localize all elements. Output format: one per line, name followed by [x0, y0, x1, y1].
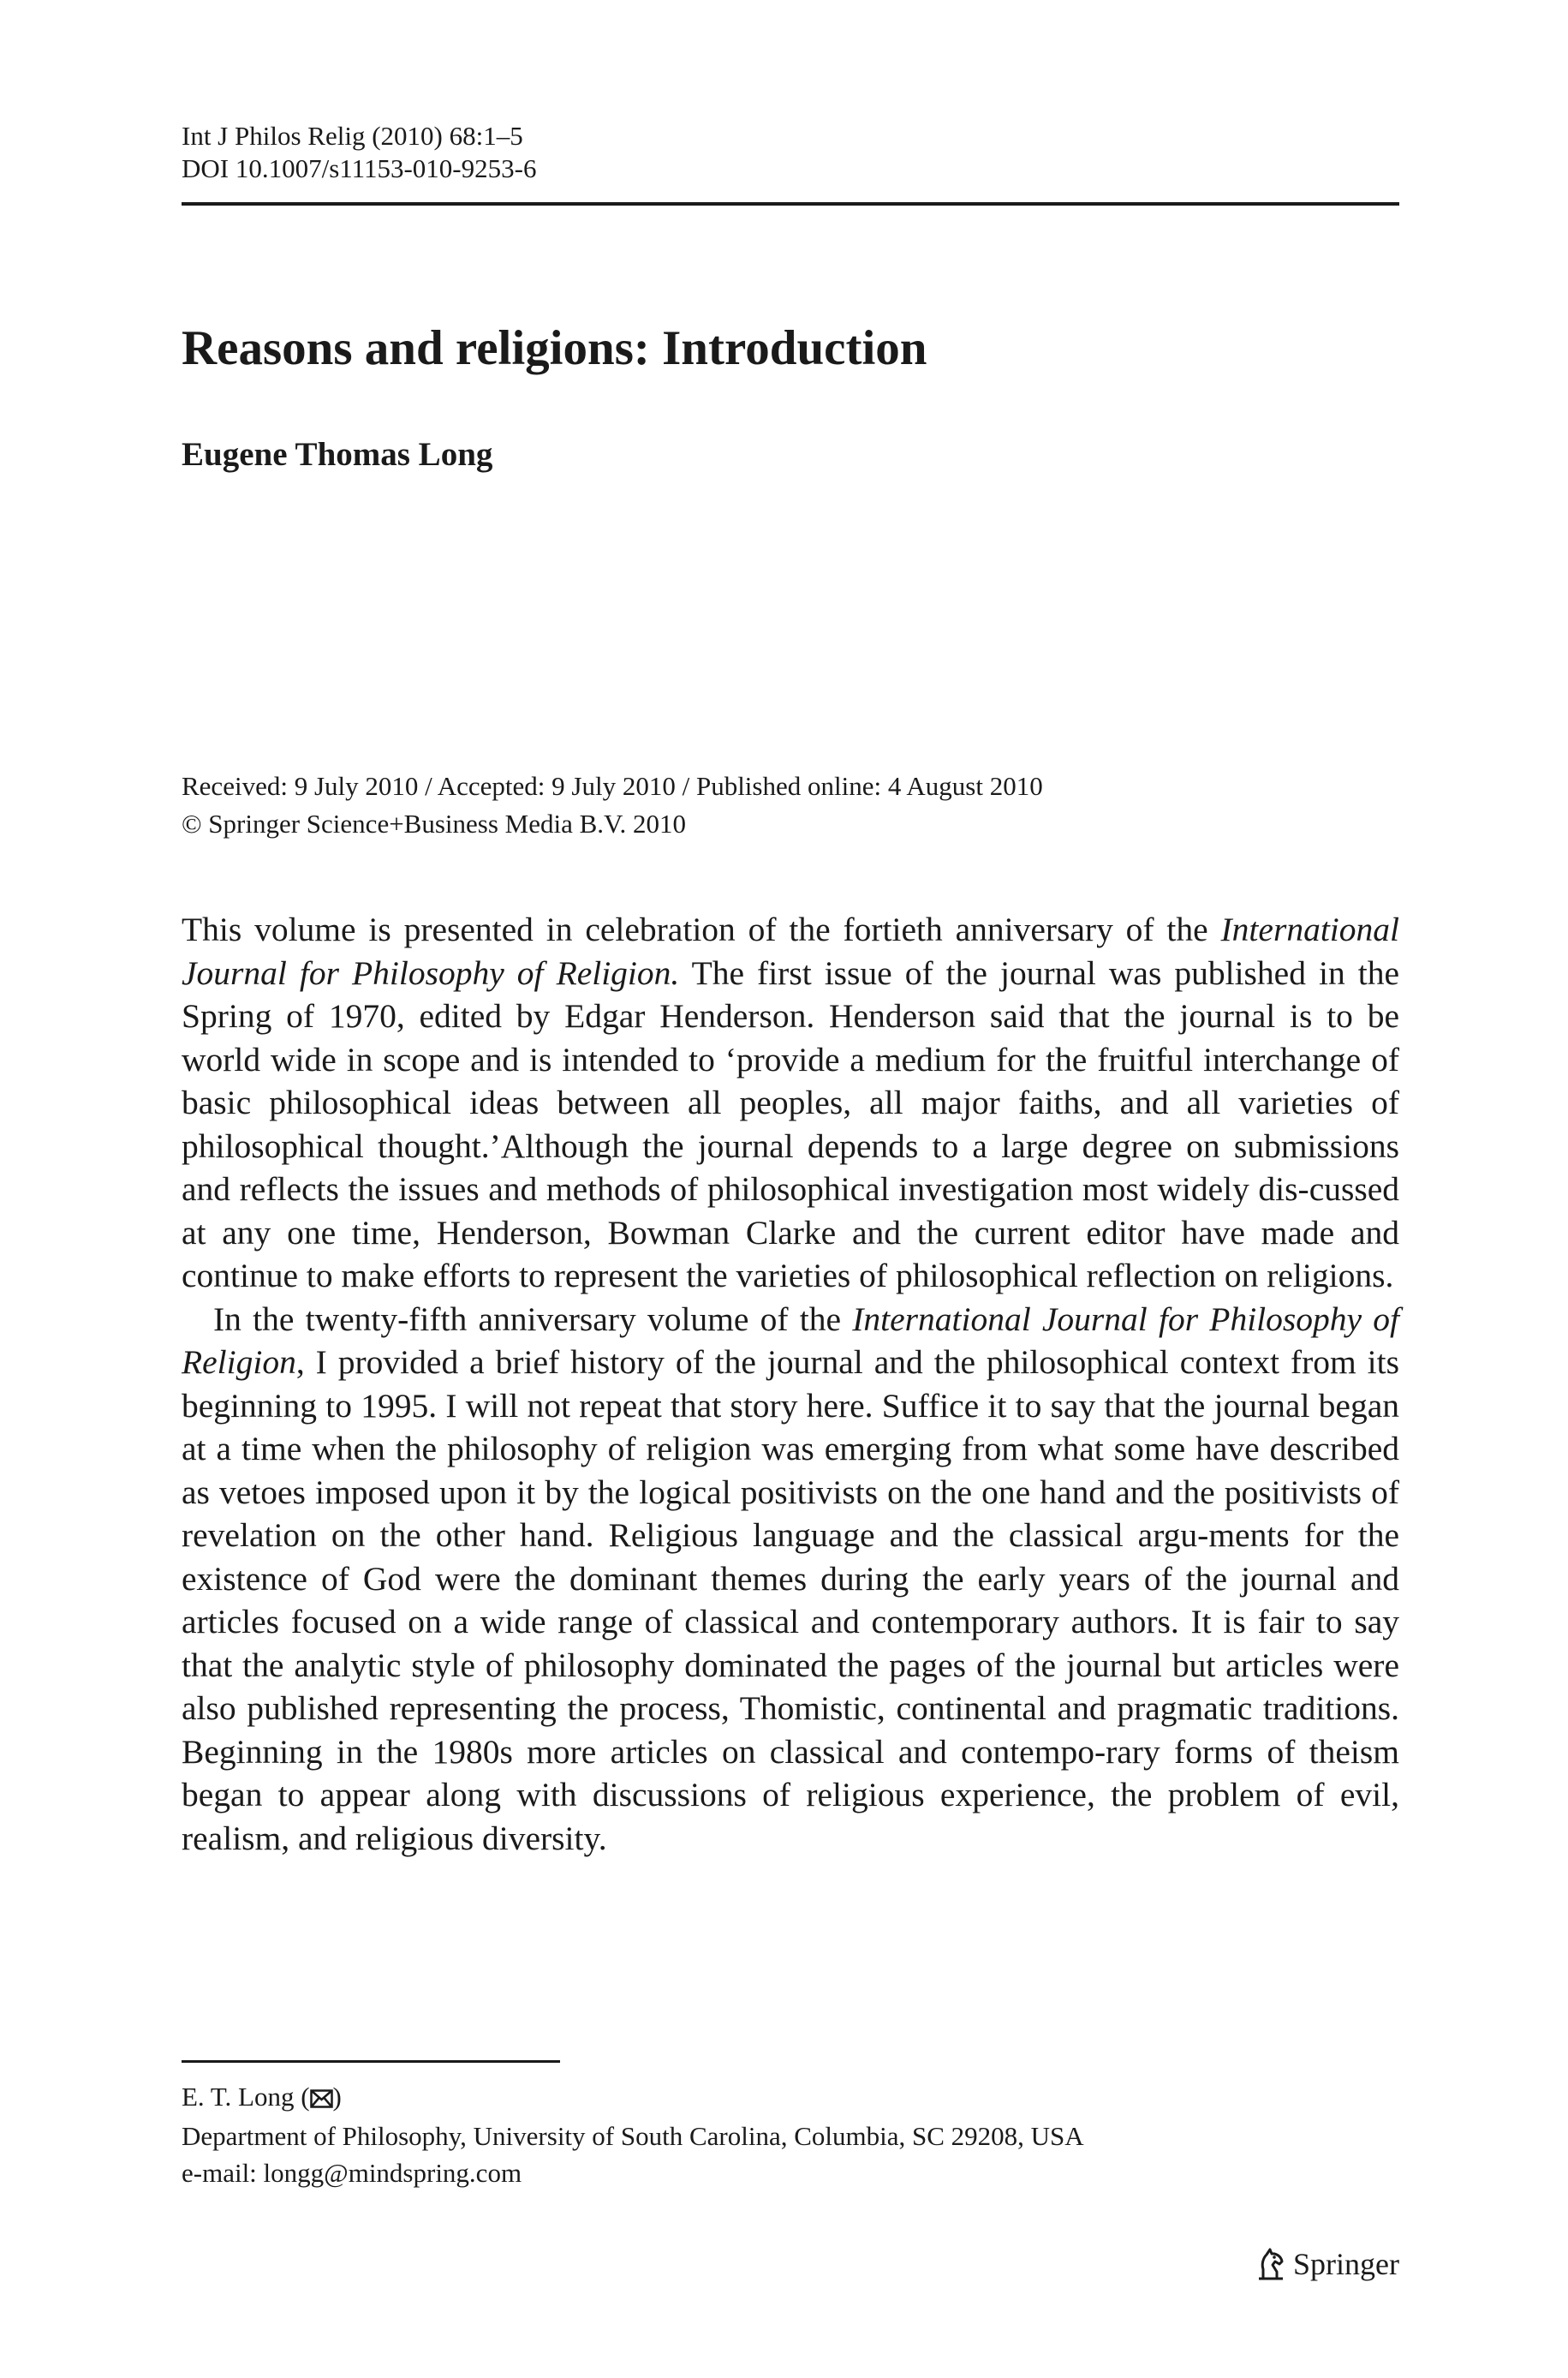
- copyright-line: © Springer Science+Business Media B.V. 2010: [182, 809, 686, 839]
- journal-name: International Journal for Philosophy: [852, 1300, 1362, 1338]
- journal-citation: Int J Philos Relig (2010) 68:1–5: [182, 121, 523, 151]
- paragraph-2: In the twenty-fifth anniversary volume of the International Journal for Philosophy of Religion, I provided a brief history of the journal and the philosophical context from its beginning to 1995. I will not repeat that story here. Suffice it to say that the journal began at a time when the philosophy of religion was emerging from what some have described as vetoes imposed upon it by the logical positivists on the one hand and the positivists of revelation on the other hand. Religious language and the classical argu-ments for the existence of God were the dominant themes during the early years of the journal and articles focused on a wide range of classical and contemporary authors. It is fair to say that the analytic style of philosophy dominated the pages of the journal but articles were also published representing the process, Thomistic, continental and pragmatic traditions. Beginning in the 1980s more articles on classical and contempo-rary forms of theism began to appear along with discussions of religious experience, the problem of evil, realism, and religious diversity.: [182, 1300, 1399, 1857]
- article-history: [182, 768, 1043, 843]
- journal-name: of Religion: [182, 1300, 1399, 1381]
- header-rule: [182, 202, 1399, 206]
- corresponding-author: E. T. Long ( ): [182, 2078, 1084, 2118]
- springer-horse-icon: [1255, 2247, 1293, 2281]
- envelope-icon: [310, 2081, 333, 2118]
- running-head: [182, 120, 536, 185]
- article-title: Reasons and religions: Introduction: [182, 321, 927, 375]
- publisher-name: Springer: [1293, 2247, 1399, 2281]
- article-page: [182, 0, 1399, 2378]
- paragraph-1: This volume is presented in celebration of the fortieth anniversary of the International Journal for Philosophy of Religion. The first issue of the journal was published in the Spring of 1970, edited by Edgar Henderson. Henderson said that the journal is to be world wide in scope and is intended to ‘provide a medium for the fruitful interchange of basic philosophical ideas between all peoples, all major faiths, and all varieties of philosophical thought.’Although the journal depends to a large degree on submissions and reflects the issues and methods of philosophical investigation most widely dis-cussed at any one time, Henderson, Bowman Clarke and the current editor have made and continue to make efforts to represent the varieties of philosophical reflection on religions.: [182, 911, 1399, 1294]
- article-body: [182, 908, 1399, 1860]
- footnote-rule: [182, 2060, 560, 2063]
- publisher-logo: [1255, 2246, 1399, 2282]
- author-footnote: [182, 2078, 1084, 2191]
- author-name: Eugene Thomas Long: [182, 436, 493, 473]
- author-affiliation: Department of Philosophy, University of South Carolina, Columbia, SC 29208, USA: [182, 2121, 1084, 2151]
- doi: DOI 10.1007/s11153-010-9253-6: [182, 153, 537, 183]
- journal-name: Journal for Philosophy of Religion.: [182, 953, 680, 992]
- journal-name: International: [1220, 911, 1399, 948]
- author-email: e-mail: longg@mindspring.com: [182, 2158, 522, 2188]
- history-dates: Received: 9 July 2010 / Accepted: 9 July 2010 / Published online: 4 August 2010: [182, 771, 1043, 801]
